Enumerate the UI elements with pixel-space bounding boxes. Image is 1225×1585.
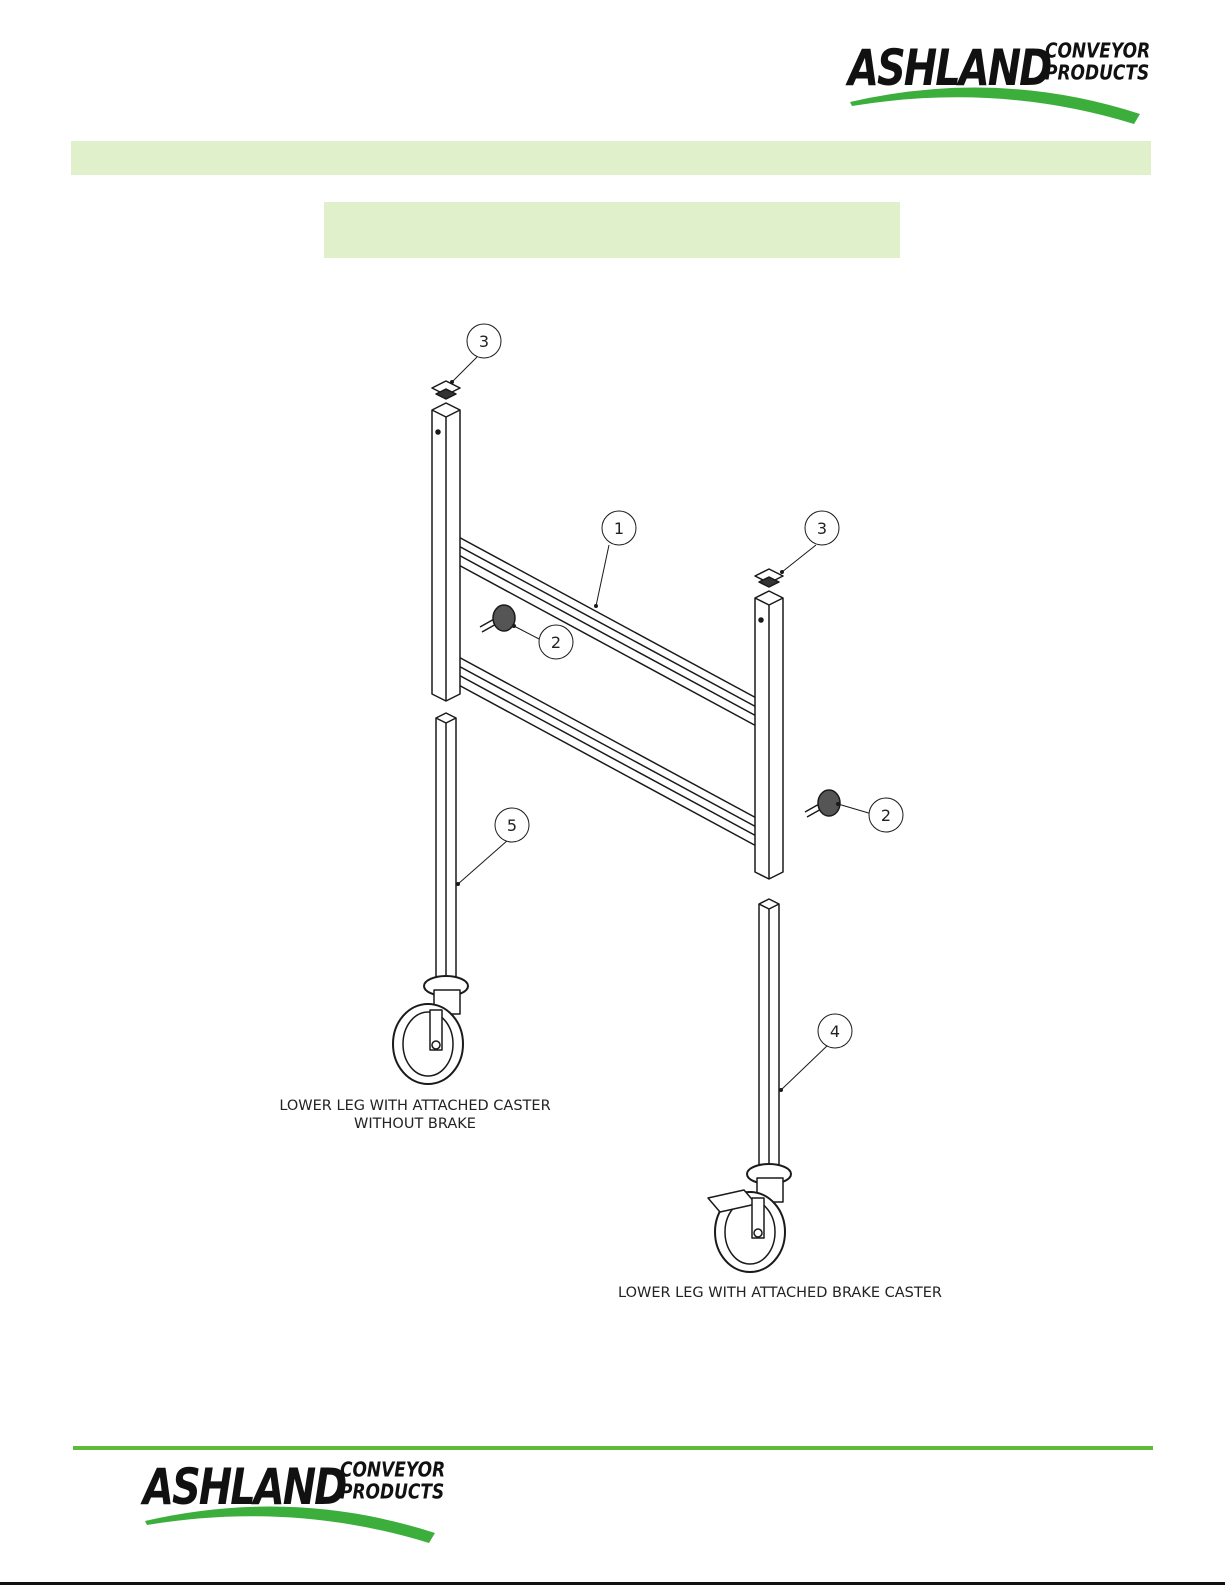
caption-right: LOWER LEG WITH ATTACHED BRAKE CASTER xyxy=(618,1285,942,1301)
knob-left xyxy=(480,605,515,632)
logo-sub-line1: CONVEYOR xyxy=(1045,39,1151,64)
left-caster xyxy=(393,976,468,1084)
end-cap-right xyxy=(755,569,783,587)
caption-left xyxy=(230,1097,600,1133)
logo-sub-line2: PRODUCTS xyxy=(340,1480,445,1505)
logo-name: ASHLAND xyxy=(143,1459,346,1517)
balloon-3-right-label: 3 xyxy=(816,519,828,538)
logo-sub-line2: PRODUCTS xyxy=(1045,61,1150,86)
caption-left-line2: WITHOUT BRAKE xyxy=(354,1116,476,1132)
balloon-2-left-label: 2 xyxy=(550,633,562,652)
leader-lines xyxy=(452,357,872,1090)
right-upper-leg xyxy=(755,591,783,879)
knob-right xyxy=(805,790,840,817)
end-cap-left xyxy=(432,381,460,399)
caption-left-line1: LOWER LEG WITH ATTACHED CASTER xyxy=(279,1098,551,1114)
balloon-2-right-label: 2 xyxy=(880,806,892,825)
logo-sub-line1: CONVEYOR xyxy=(340,1458,446,1483)
right-lower-leg xyxy=(759,899,779,1168)
footer-rule xyxy=(73,1446,1153,1450)
left-lower-leg xyxy=(436,713,456,980)
logo-name: ASHLAND xyxy=(848,40,1051,98)
right-brake-caster xyxy=(708,1164,791,1272)
company-logo-bottom xyxy=(143,1458,446,1545)
balloon-1-label: 1 xyxy=(613,519,625,538)
balloon-3-left-label: 3 xyxy=(478,332,490,351)
left-upper-leg xyxy=(432,403,460,701)
balloon-4-label: 4 xyxy=(829,1022,841,1041)
balloon-5-label: 5 xyxy=(506,816,518,835)
